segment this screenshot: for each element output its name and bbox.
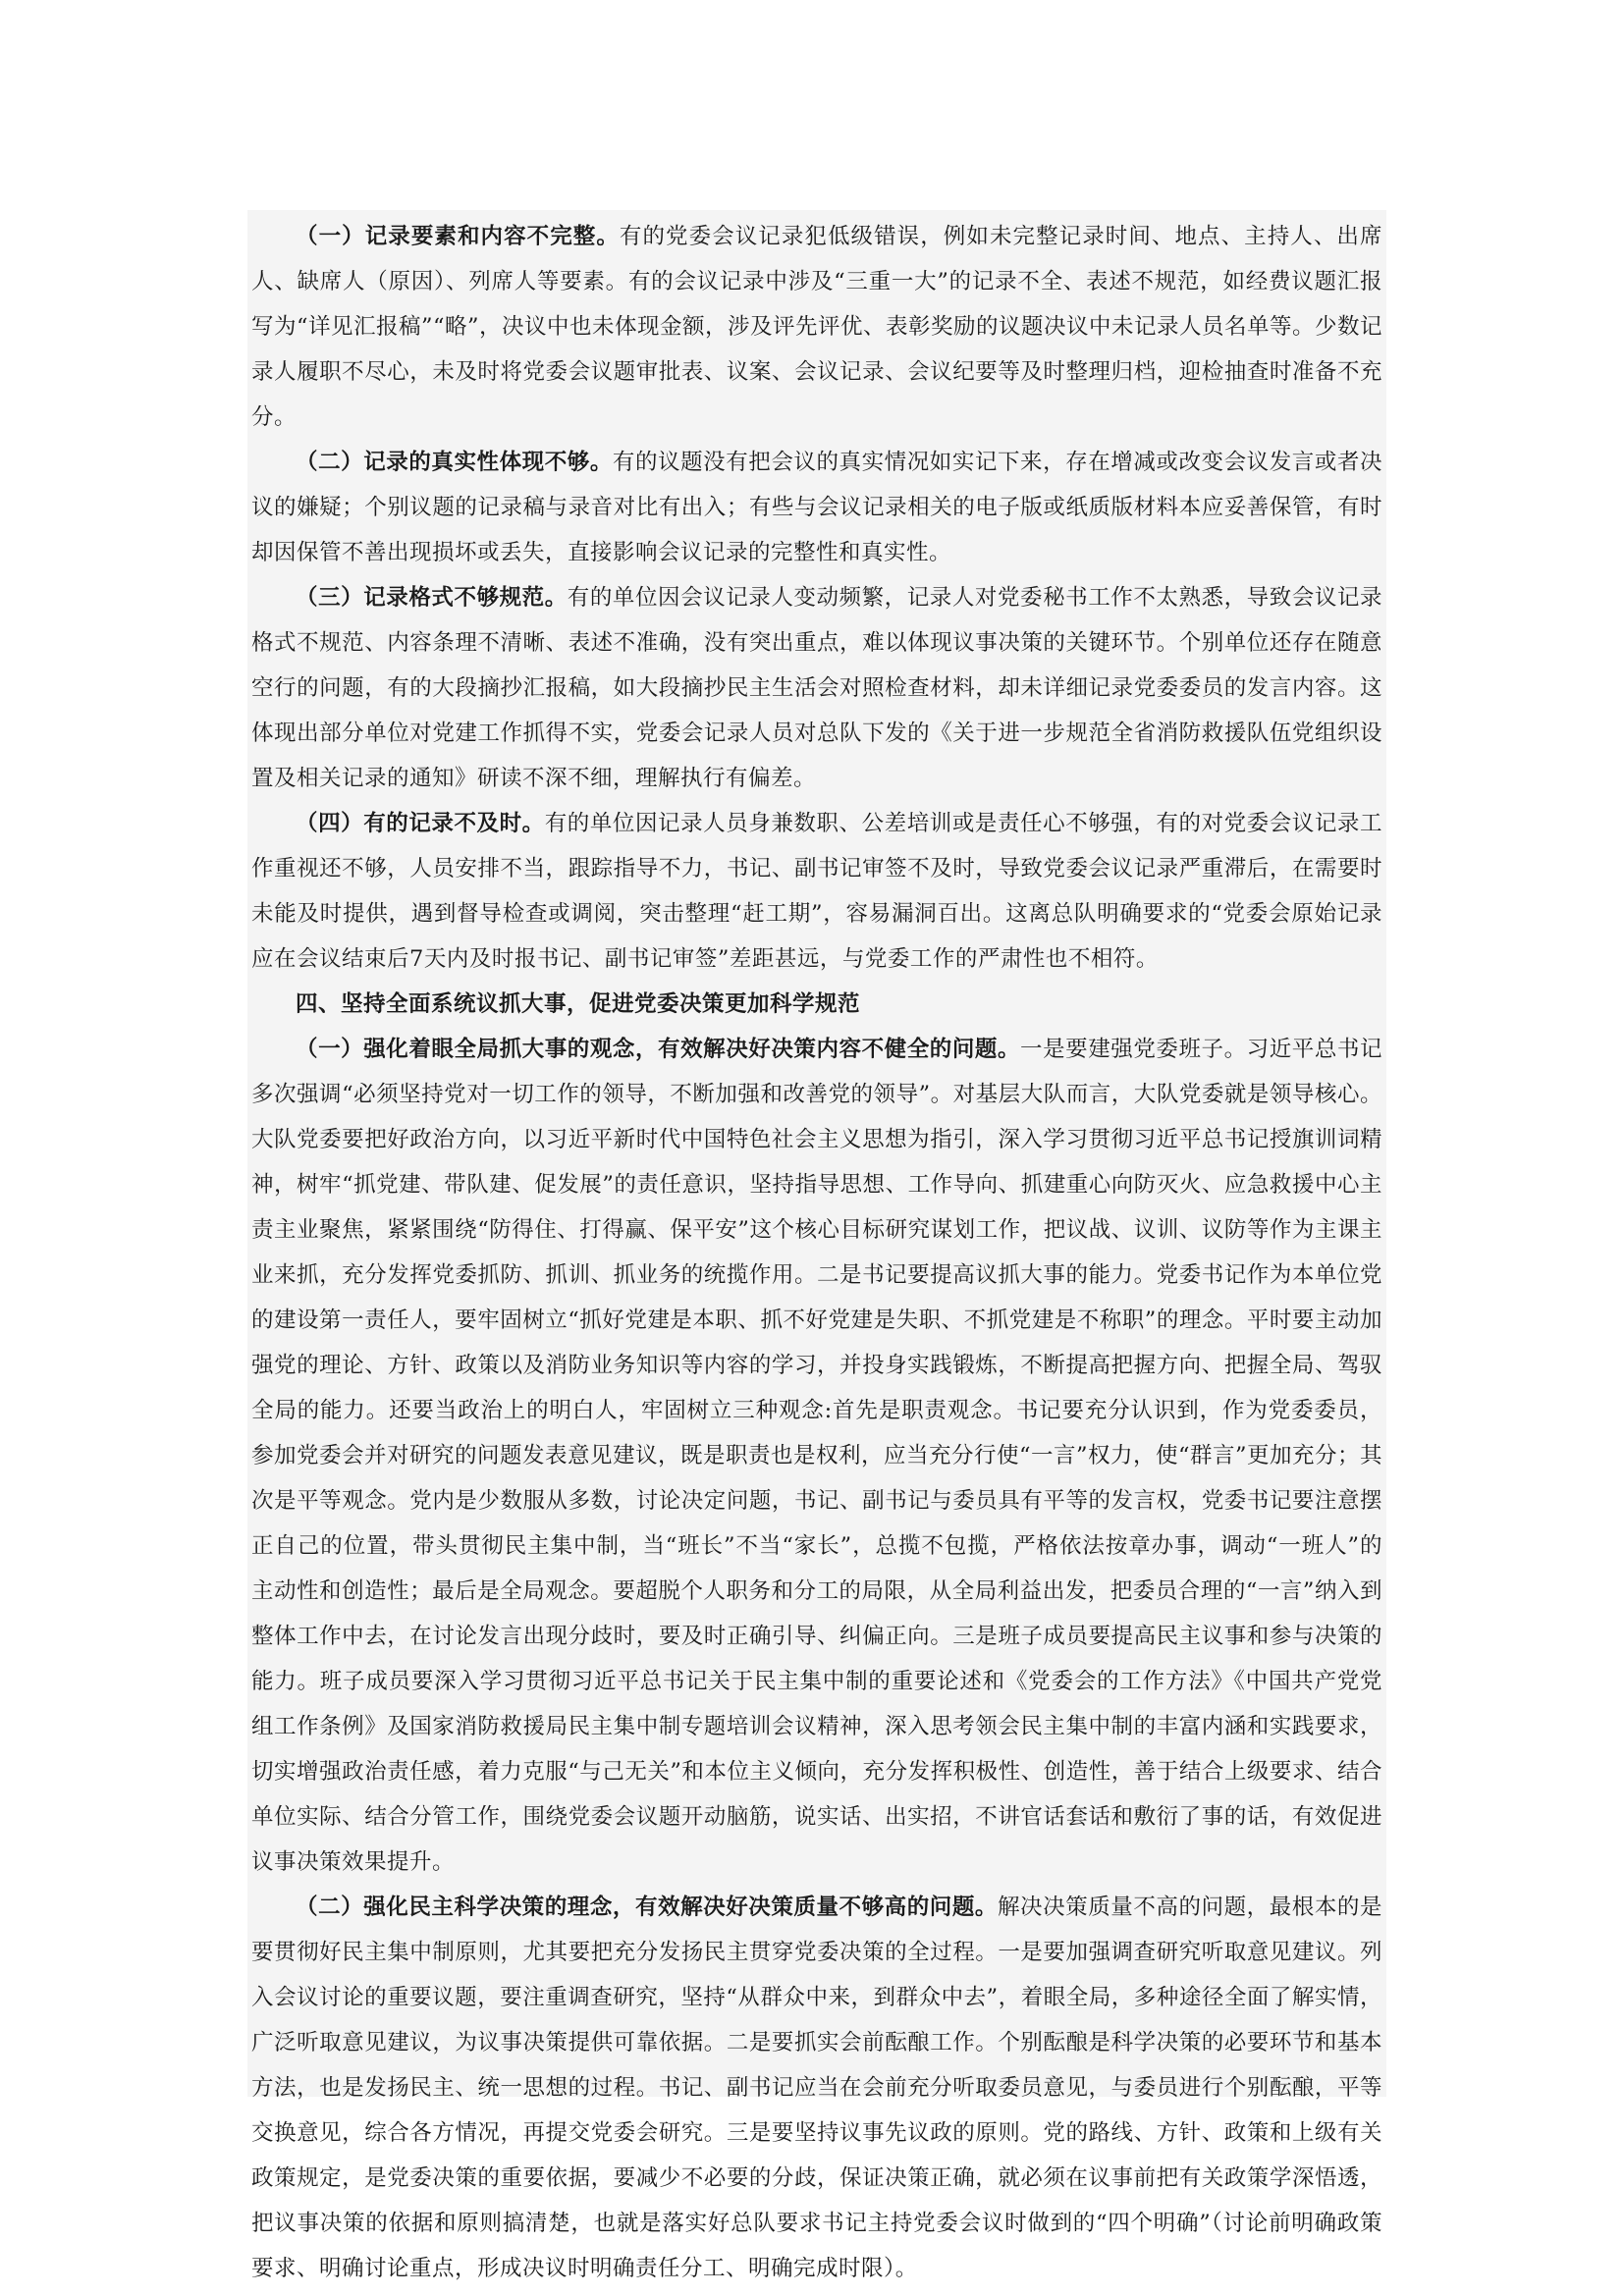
paragraph-record-timeliness <box>251 801 1382 982</box>
document-body <box>247 210 1386 2281</box>
paragraph-lead: （一）强化着眼全局抓大事的观念，有效解决好决策内容不健全的问题。 <box>296 1037 1021 1062</box>
paragraph-lead: （二）强化民主科学决策的理念，有效解决好决策质量不够高的问题。 <box>296 1895 998 1920</box>
paragraph-record-format <box>251 575 1382 801</box>
paragraph-lead: （二）记录的真实性体现不够。 <box>296 450 613 475</box>
paragraph-record-authenticity <box>251 440 1382 575</box>
paragraph-lead: （三）记录格式不够规范。 <box>296 585 568 611</box>
paragraph-text: 有的党委会议记录犯低级错误，例如未完整记录时间、地点、主持人、出席人、缺席人（原因）、列席人等要素。有的会议记录中涉及“三重一大”的记录不全、表述不规范，如经费议题汇报写为“详见汇报稿”“略”，决议中也未体现金额，涉及评先评优、表彰奖励的议题决议中未记录人员名单等。少数记录人履职不尽心，未及时将党委会议题审批表、议案、会议记录、会议纪要等及时整理归档，迎检抽查时准备不充分。 <box>251 224 1383 430</box>
paragraph-lead: （四）有的记录不及时。 <box>296 811 545 836</box>
paragraph-text: 有的议题没有把会议的真实情况如实记下来，存在增减或改变会议发言或者决议的嫌疑；个别议题的记录稿与录音对比有出入；有些与会议记录相关的电子版或纸质版材料本应妥善保管，有时却因保管不善出现损坏或丢失，直接影响会议记录的完整性和真实性。 <box>251 450 1382 565</box>
paragraph-lead: （一）记录要素和内容不完整。 <box>296 224 620 249</box>
paragraph-text: 一是要建强党委班子。习近平总书记多次强调“必须坚持党对一切工作的领导，不断加强和改善党的领导”。对基层大队而言，大队党委就是领导核心。大队党委要把好政治方向，以习近平新时代中国特色社会主义思想为指引，深入学习贯彻习近平总书记授旗训词精神，树牢“抓党建、带队建、促发展”的责任意识，坚持指导思想、工作导向、抓建重心向防灭火、应急救援中心主责主业聚焦，紧紧围绕“防得住、打得赢、保平安”这个核心目标研究谋划工作，把议战、议训、议防等作为主课主业来抓，充分发挥党委抓防、抓训、抓业务的统揽作用。二是书记要提高议抓大事的能力。党委书记作为本单位党的建设第一责任人，要牢固树立“抓好党建是本职、抓不好党建是失职、不抓党建是不称职”的理念。平时要主动加强党的理论、方针、政策以及消防业务知识等内容的学习，并投身实践锻炼，不断提高把握方向、把握全局、驾驭全局的能力。还要当政治上的明白人，牢固树立三种观念:首先是职责观念。书记要充分认识到，作为党委委员，参加党委会并对研究的问题发表意见建议，既是职责也是权利，应当充分行使“一言”权力，使“群言”更加充分；其次是平等观念。党内是少数服从多数，讨论决定问题，书记、副书记与委员具有平等的发言权，党委书记要注意摆正自己的位置，带头贯彻民主集中制，当“班长”不当“家长”，总揽不包揽，严格依法按章办事，调动“一班人”的主动性和创造性；最后是全局观念。要超脱个人职务和分工的局限，从全局利益出发，把委员合理的“一言”纳入到整体工作中去，在讨论发言出现分歧时，要及时正确引导、纠偏正向。三是班子成员要提高民主议事和参与决策的能力。班子成员要深入学习贯彻习近平总书记关于民主集中制的重要论述和《党委会的工作方法》《中国共产党党组工作条例》及国家消防救援局民主集中制专题培训会议精神，深入思考领会民主集中制的丰富内涵和实践要求，切实增强政治责任感，着力克服“与己无关”和本位主义倾向，充分发挥积极性、创造性，善于结合上级要求、结合单位实际、结合分管工作，围绕党委会议题开动脑筋，说实话、出实招，不讲官话套话和敷衍了事的话，有效促进议事决策效果提升。 <box>251 1037 1383 1875</box>
paragraph-overall-view <box>251 1027 1382 1885</box>
section-heading: 四、坚持全面系统议抓大事，促进党委决策更加科学规范 <box>296 991 861 1017</box>
paragraph-text: 有的单位因会议记录人变动频繁，记录人对党委秘书工作不太熟悉，导致会议记录格式不规范、内容条理不清晰、表述不准确，没有突出重点，难以体现议事决策的关键环节。个别单位还存在随意空行的问题，有的大段摘抄汇报稿，如大段摘抄民主生活会对照检查材料，却未详细记录党委委员的发言内容。这体现出部分单位对党建工作抓得不实，党委会记录人员对总队下发的《关于进一步规范全省消防救援队伍党组织设置及相关记录的通知》研读不深不细，理解执行有偏差。 <box>251 585 1382 791</box>
paragraph-record-elements <box>251 214 1382 440</box>
paragraph-text: 解决决策质量不高的问题，最根本的是要贯彻好民主集中制原则，尤其要把充分发扬民主贯穿党委决策的全过程。一是要加强调查研究听取意见建议。列入会议讨论的重要议题，要注重调查研究，坚持“从群众中来，到群众中去”，着眼全局，多种途径全面了解实情，广泛听取意见建议，为议事决策提供可靠依据。二是要抓实会前酝酿工作。个别酝酿是科学决策的必要环节和基本方法，也是发扬民主、统一思想的过程。书记、副书记应当在会前充分听取委员意见，与委员进行个别酝酿，平等交换意见，综合各方情况，再提交党委会研究。三是要坚持议事先议政的原则。党的路线、方针、政策和上级有关政策规定，是党委决策的重要依据，要减少不必要的分歧，保证决策正确，就必须在议事前把有关政策学深悟透，把议事决策的依据和原则搞清楚，也就是落实好总队要求书记主持党委会议时做到的“四个明确”（讨论前明确政策要求、明确讨论重点，形成决议时明确责任分工、明确完成时限）。 <box>251 1895 1382 2281</box>
paragraph-text: 有的单位因记录人员身兼数职、公差培训或是责任心不够强，有的对党委会议记录工作重视还不够，人员安排不当，跟踪指导不力，书记、副书记审签不及时，导致党委会议记录严重滞后，在需要时未能及时提供，遇到督导检查或调阅，突击整理“赶工期”，容易漏洞百出。这离总队明确要求的“党委会原始记录应在会议结束后7天内及时报书记、副书记审签”差距甚远，与党委工作的严肃性也不相符。 <box>251 811 1382 972</box>
paragraph-democratic-decision <box>251 1885 1382 2291</box>
